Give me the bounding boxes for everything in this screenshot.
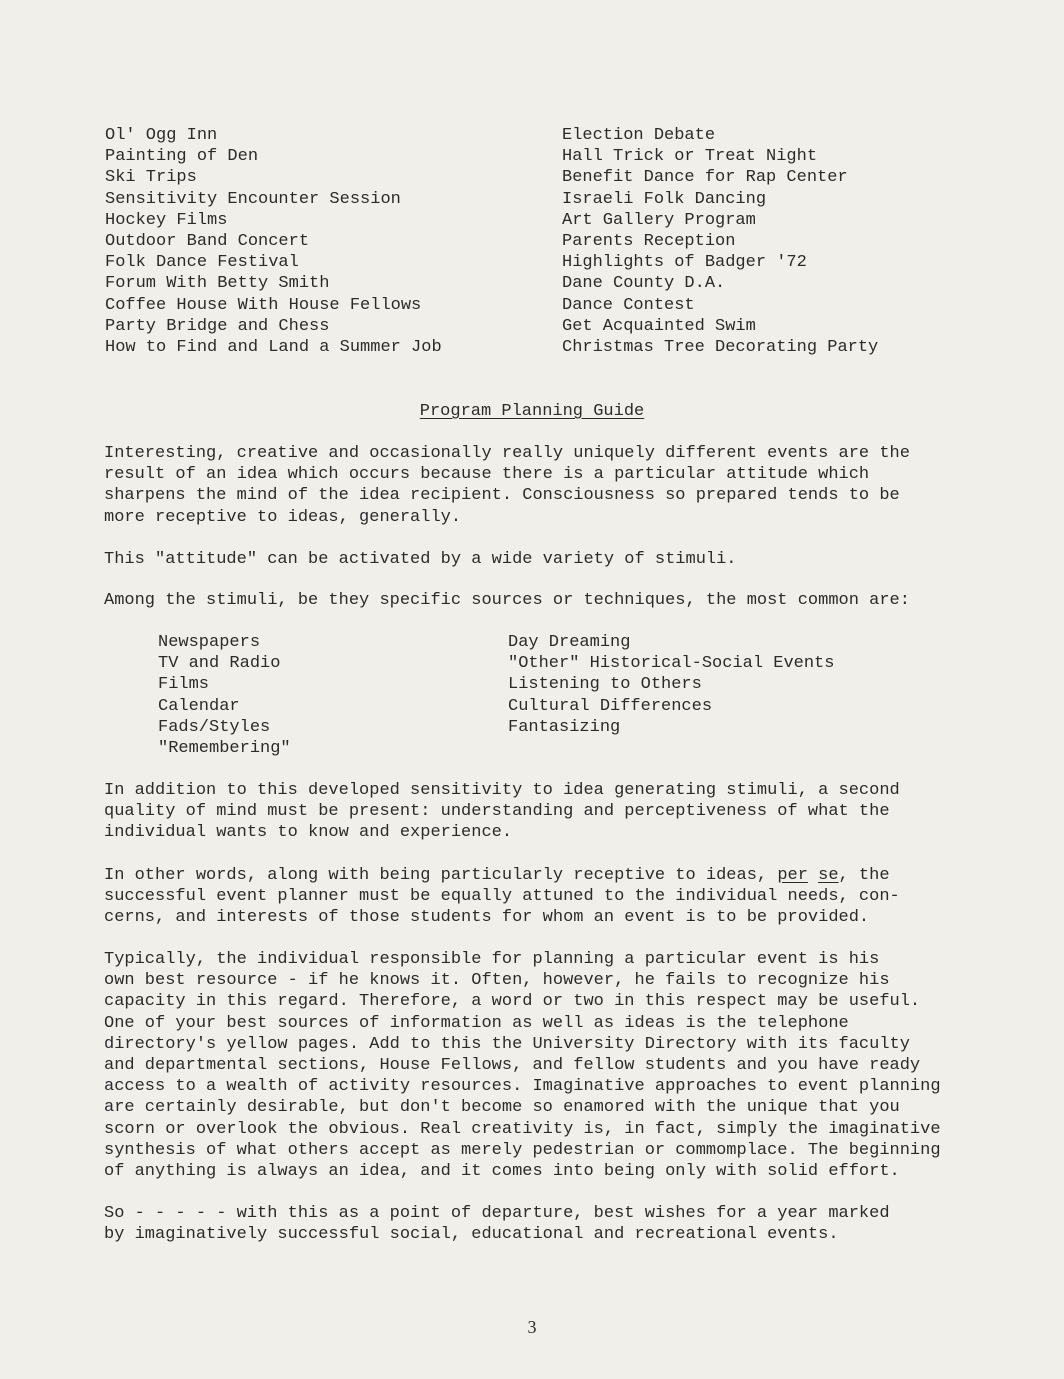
text-line: In addition to this developed sensitivity to idea generating stimuli, a second: [104, 781, 900, 800]
list-item: Forum With Betty Smith: [105, 274, 330, 294]
list-item: Ski Trips: [105, 168, 197, 188]
attitude-paragraph: [104, 549, 1004, 570]
text-line: and departmental sections, House Fellows, and fellow students and you have ready: [104, 1056, 921, 1076]
list-item: Folk Dance Festival: [105, 253, 299, 273]
list-item: Fantasizing: [508, 717, 621, 737]
text-line: quality of mind must be present: understanding and perceptiveness of what the: [104, 802, 890, 822]
text-line: Interesting, creative and occasionally really uniquely different events are the: [104, 444, 910, 463]
text-line: cerns, and interests of those students for whom an event is to be provided.: [104, 908, 870, 928]
list-item: Day Dreaming: [508, 633, 631, 652]
list-item: Painting of Den: [105, 147, 259, 167]
list-item: "Remembering": [158, 739, 291, 759]
text-line: result of an idea which occurs because there is a particular attitude which: [104, 465, 870, 485]
list-item: Sensitivity Encounter Session: [105, 189, 401, 209]
text-segment: In other words, along with being particularly receptive to ideas,: [104, 866, 778, 885]
list-item: Hockey Films: [105, 210, 228, 230]
text-line: are certainly desirable, but don't become so enamored with the unique that you: [104, 1098, 900, 1118]
text-line: scorn or overlook the obvious. Real creativity is, in fact, simply the imaginative: [104, 1119, 941, 1139]
events-list-right: [562, 125, 878, 358]
list-item: Benefit Dance for Rap Center: [562, 168, 848, 188]
list-item: Ol' Ogg Inn: [105, 126, 218, 145]
list-item: Israeli Folk Dancing: [562, 189, 767, 209]
text-line: [104, 865, 1004, 886]
list-item: Listening to Others: [508, 675, 702, 695]
list-item: "Other" Historical-Social Events: [508, 654, 835, 674]
list-item: TV and Radio: [158, 654, 281, 674]
text-line: sharpens the mind of the idea recipient. Consciousness so prepared tends to be: [104, 486, 900, 506]
text-line: Among the stimuli, be they specific sources or techniques, the most common are:: [104, 591, 910, 610]
underlined-term: se: [818, 866, 839, 885]
text-segment: , the: [838, 866, 890, 885]
list-item: Calendar: [158, 696, 240, 716]
among-paragraph: [104, 590, 1004, 611]
events-list-left: [105, 125, 442, 358]
intro-paragraph: [104, 443, 1004, 528]
list-item: Newspapers: [158, 633, 261, 652]
text-line: One of your best sources of information as well as ideas is the telephone: [104, 1013, 849, 1033]
list-item: Cultural Differences: [508, 696, 713, 716]
text-line: access to a wealth of activity resources. Imaginative approaches to event planning: [104, 1077, 941, 1097]
typically-paragraph: [104, 949, 1004, 1182]
list-item: Get Acquainted Swim: [562, 316, 756, 336]
list-item: Art Gallery Program: [562, 210, 756, 230]
text-line: by imaginatively successful social, educational and recreational events.: [104, 1225, 839, 1245]
underlined-term: per: [777, 866, 808, 885]
text-line: own best resource - if he knows it. Often, however, he fails to recognize his: [104, 971, 890, 991]
page-number: 3: [527, 1317, 537, 1337]
other-words-paragraph: [104, 865, 1004, 929]
list-item: Party Bridge and Chess: [105, 316, 330, 336]
list-item: Films: [158, 675, 210, 695]
text-line: capacity in this regard. Therefore, a word or two in this respect may be useful.: [104, 992, 921, 1012]
section-heading: Program Planning Guide: [419, 402, 645, 421]
text-line: individual wants to know and experience.: [104, 823, 513, 843]
list-item: Dance Contest: [562, 295, 695, 315]
stimuli-list-left: [158, 632, 291, 759]
list-item: Parents Reception: [562, 232, 736, 252]
list-item: Highlights of Badger '72: [562, 253, 807, 273]
text-line: directory's yellow pages. Add to this the University Directory with its faculty: [104, 1034, 910, 1054]
list-item: Christmas Tree Decorating Party: [562, 338, 879, 358]
list-item: How to Find and Land a Summer Job: [105, 338, 442, 358]
text-line: So - - - - - with this as a point of departure, best wishes for a year marked: [104, 1204, 890, 1223]
list-item: Election Debate: [562, 126, 716, 145]
stimuli-list-right: [508, 632, 834, 738]
text-line: This "attitude" can be activated by a wide variety of stimuli.: [104, 550, 737, 569]
text-line: synthesis of what others accept as merely pedestrian or commomplace. The beginning: [104, 1140, 941, 1160]
list-item: Hall Trick or Treat Night: [562, 147, 818, 167]
addition-paragraph: [104, 780, 1004, 844]
list-item: Dane County D.A.: [562, 274, 726, 294]
text-line: successful event planner must be equally attuned to the individual needs, con-: [104, 887, 900, 907]
closing-paragraph: [104, 1203, 1004, 1245]
list-item: Outdoor Band Concert: [105, 232, 310, 252]
text-line: more receptive to ideas, generally.: [104, 507, 462, 527]
list-item: Coffee House With House Fellows: [105, 295, 422, 315]
list-item: Fads/Styles: [158, 717, 271, 737]
text-line: Typically, the individual responsible for planning a particular event is his: [104, 950, 880, 969]
text-line: of anything is always an idea, and it comes into being only with solid effort.: [104, 1162, 900, 1182]
